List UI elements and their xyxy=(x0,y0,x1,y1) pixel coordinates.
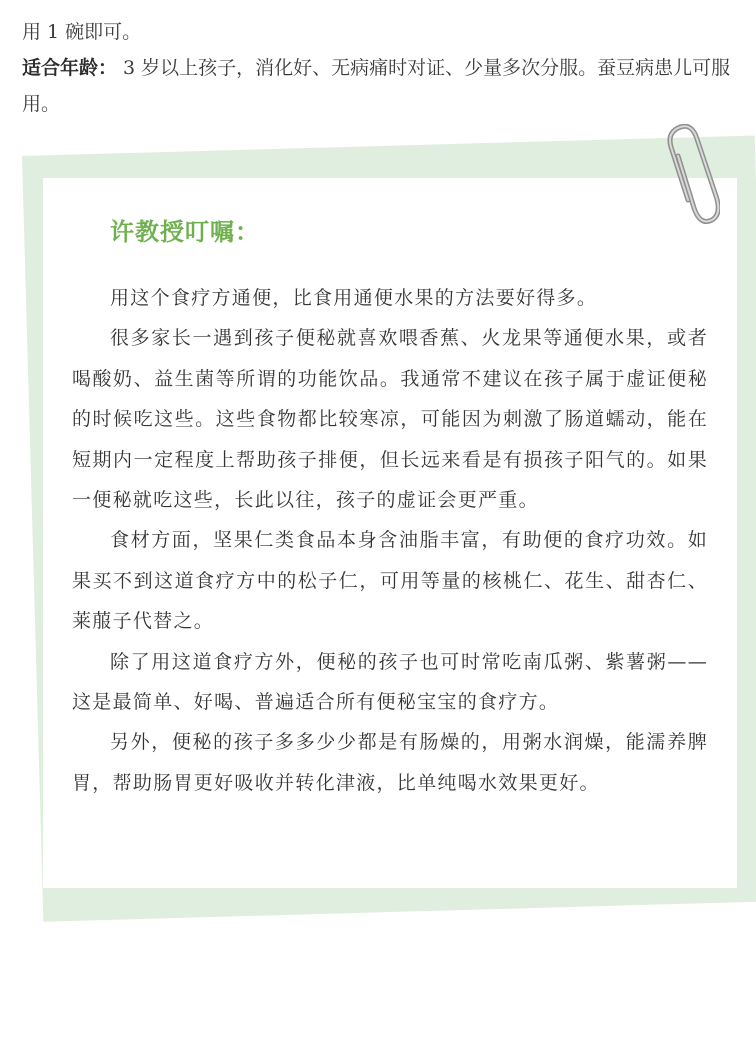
top-text-block xyxy=(22,14,734,122)
note-body xyxy=(72,278,708,803)
note-paragraph: 另外，便秘的孩子多多少少都是有肠燥的，用粥水润燥，能濡养脾胃，帮助肠胃更好吸收并转化津液，比单纯喝水效果更好。 xyxy=(72,731,708,794)
note-title: 许教授叮嘱： xyxy=(110,218,260,246)
paperclip-icon xyxy=(656,124,720,228)
note-paragraph: 很多家长一遇到孩子便秘就喜欢喂香蕉、火龙果等通便水果，或者喝酸奶、益生菌等所谓的功能饮品。我通常不建议在孩子属于虚证便秘的时候吃这些。这些食物都比较寒凉，可能因为刺激了肠道蠕动，能在短期内一定程度上帮助孩子排便，但长远来看是有损孩子阳气的。如果一便秘就吃这些，长此以往，孩子的虚证会更严重。 xyxy=(72,327,708,512)
note-paragraph: 除了用这道食疗方外，便秘的孩子也可时常吃南瓜粥、紫薯粥——这是最简单、好喝、普遍适合所有便秘宝宝的食疗方。 xyxy=(72,650,708,714)
age-line xyxy=(22,50,734,122)
note-paragraph: 用这个食疗方通便，比食用通便水果的方法要好得多。 xyxy=(110,287,598,309)
serving-line: 用 1 碗即可。 xyxy=(22,21,142,43)
age-label: 适合年龄： xyxy=(22,57,118,79)
age-text: 3 岁以上孩子，消化好、无病痛时对证、少量多次分服。蚕豆病患儿可服用。 xyxy=(22,57,731,115)
note-paragraph: 食材方面，坚果仁类食品本身含油脂丰富，有助便的食疗功效。如果买不到这道食疗方中的松子仁，可用等量的核桃仁、花生、甜杏仁、莱菔子代替之。 xyxy=(72,529,708,633)
